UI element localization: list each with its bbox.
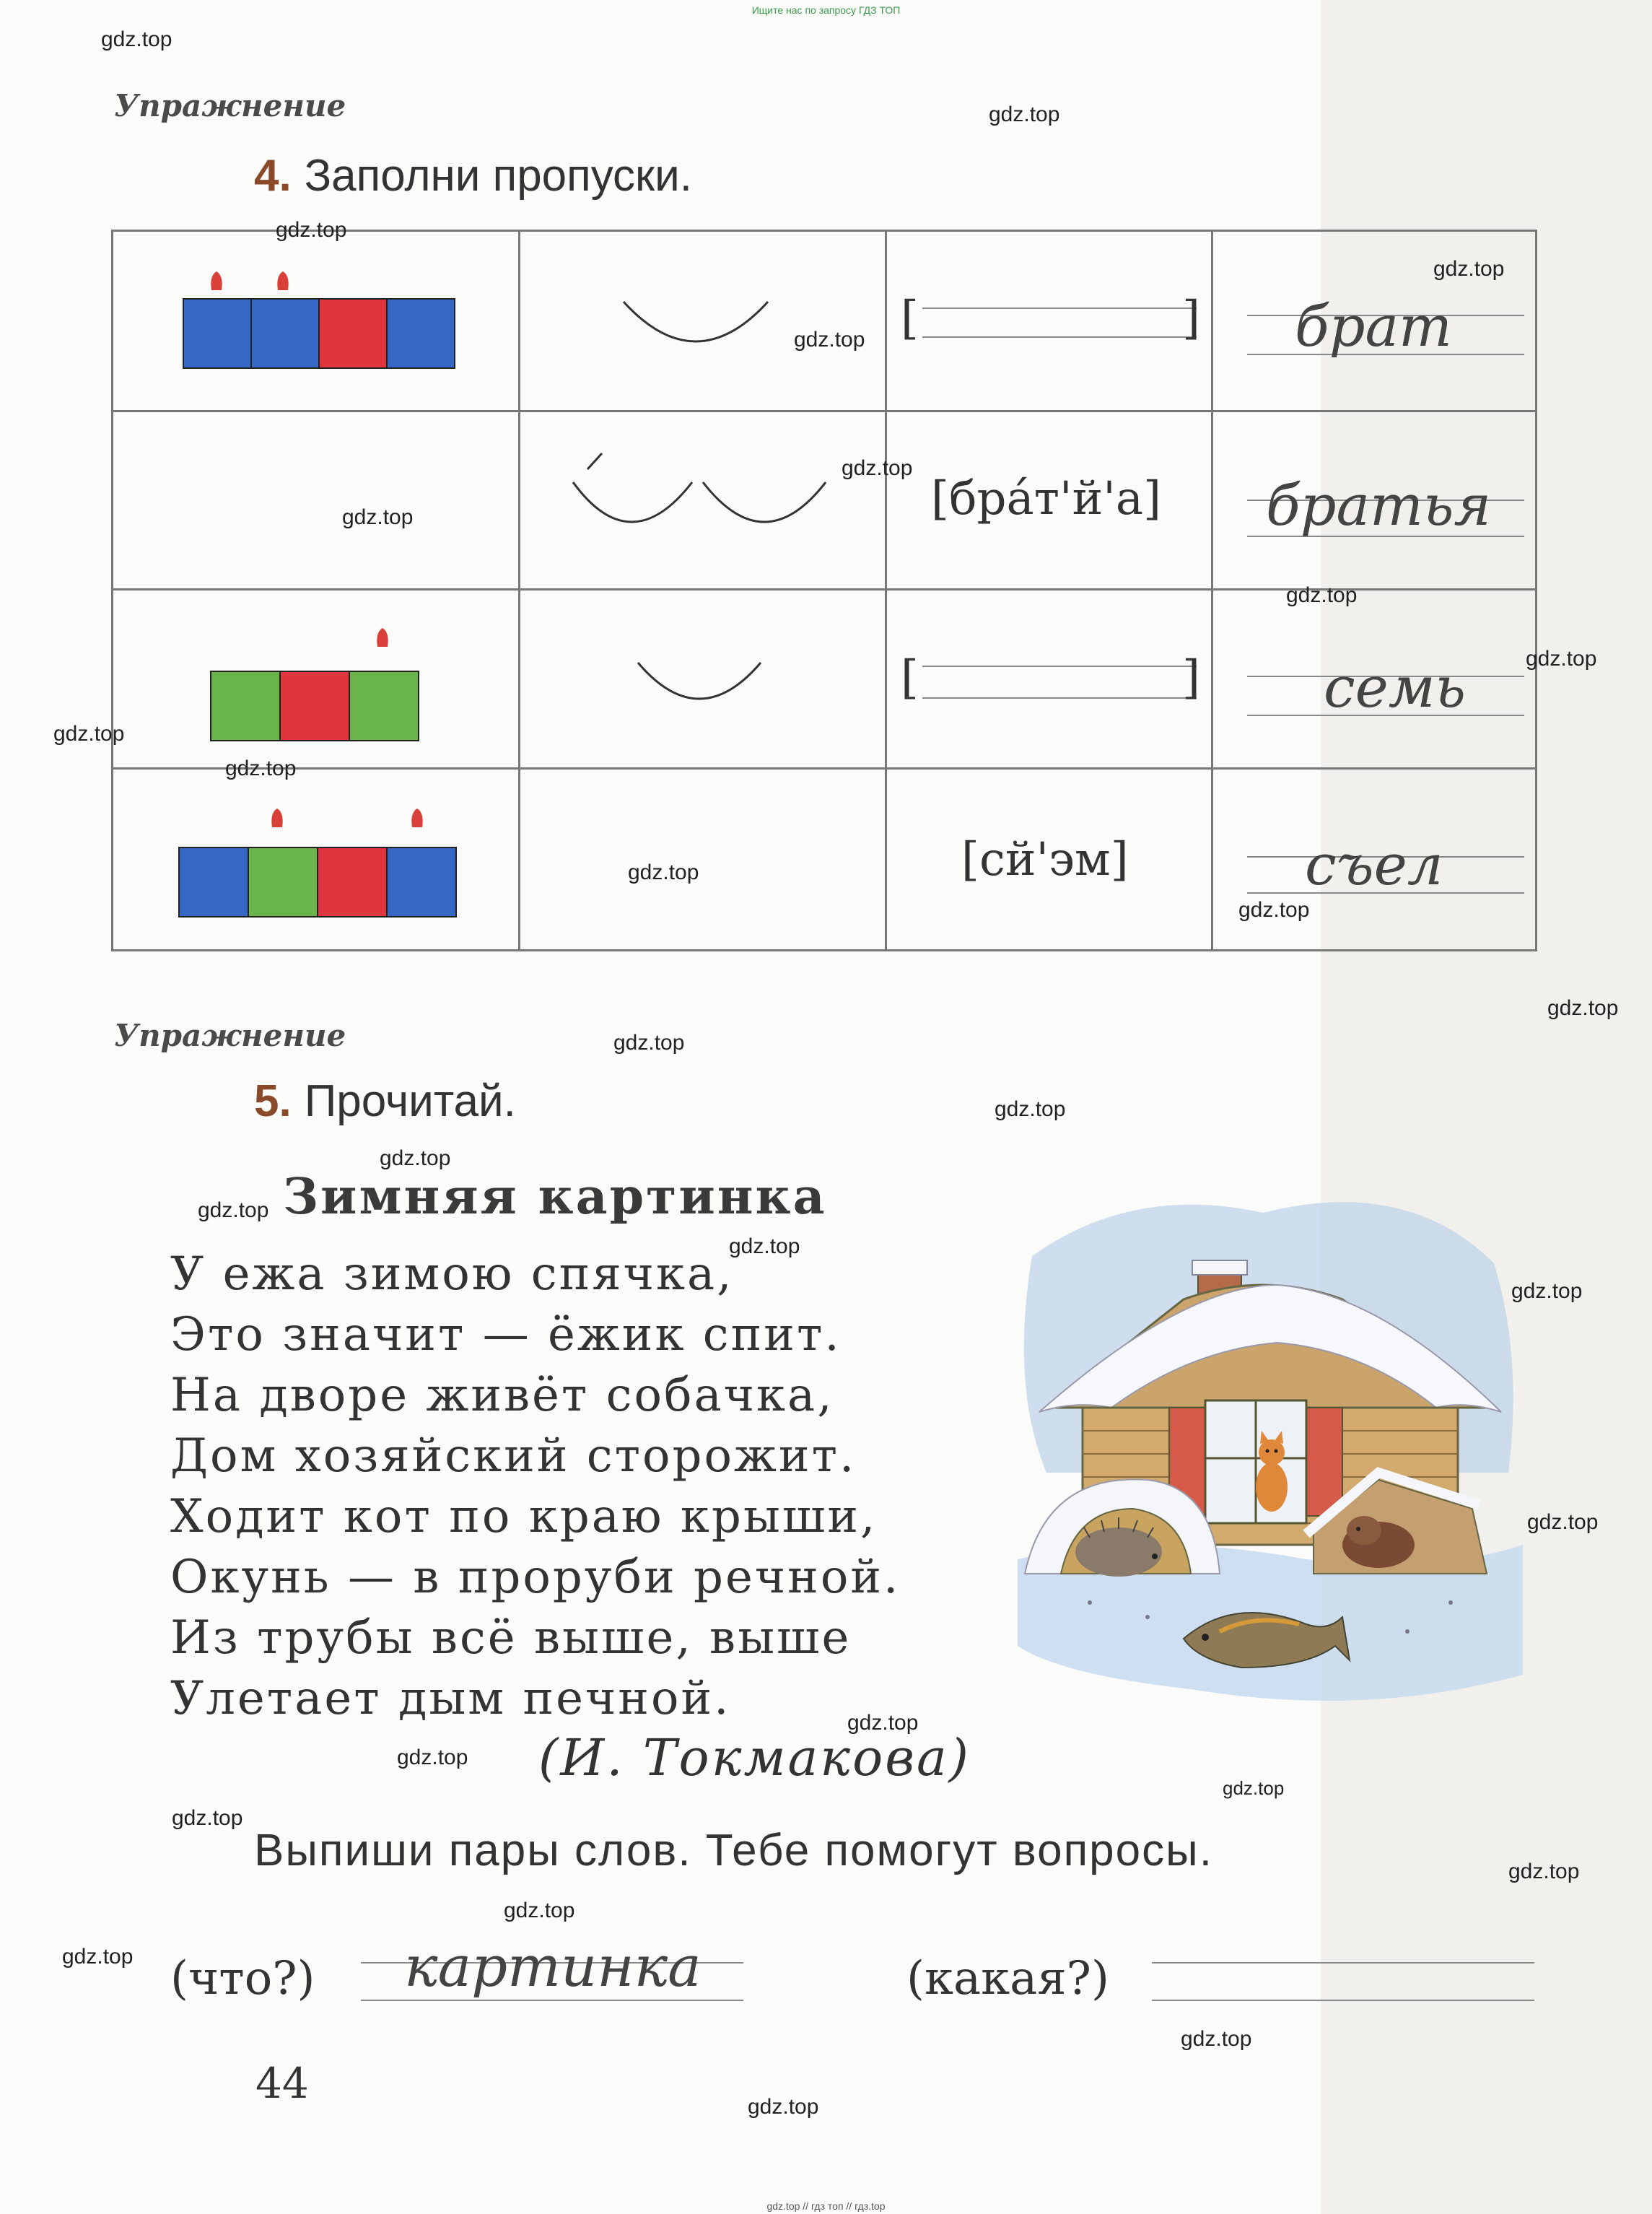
transcription-row2: [бра́т'й'а] (931, 472, 1161, 526)
answer-which-line[interactable] (1152, 1962, 1534, 1964)
exercise5-title-text: Прочитай. (304, 1076, 516, 1126)
watermark: gdz.top (101, 27, 172, 51)
watermark: gdz.top (989, 103, 1060, 126)
sound-scheme-row1 (180, 250, 462, 380)
syllable-arc-row1 (616, 287, 775, 359)
watermark: gdz.top (1238, 898, 1310, 922)
syllable-arcs-row2 (559, 446, 862, 547)
watermark: gdz.top (342, 505, 414, 529)
transcription-row4: [сй'эм] (961, 833, 1129, 886)
watermark: gdz.top (62, 1945, 134, 1969)
question-what: (что?) (170, 1952, 315, 2005)
poem-author: (И. Токмакова) (538, 1728, 971, 1787)
watermark: gdz.top (198, 1198, 269, 1222)
watermark: gdz.top (1526, 647, 1597, 671)
exercise4-title (254, 150, 692, 201)
poem-line: Это значит — ёжик спит. (170, 1308, 842, 1361)
blank-transcription-row1: [ (901, 292, 919, 345)
watermark: gdz.top (1527, 1510, 1599, 1534)
syllable-arc-row3 (631, 648, 768, 720)
blank-transcription-row3: [ (901, 651, 919, 705)
script-word-row2: братья (1266, 474, 1492, 539)
winter-picture-illustration (1003, 1169, 1537, 1740)
exercise4-number: 4. (254, 151, 292, 201)
watermark: gdz.top (172, 1806, 243, 1830)
watermark: gdz.top (380, 1146, 451, 1170)
exercise5-number: 5. (254, 1076, 292, 1126)
script-word-row3: семь (1324, 655, 1466, 720)
watermark: gdz.top (1511, 1279, 1583, 1303)
watermark: gdz.top (225, 757, 297, 780)
watermark: gdz.top (276, 218, 347, 242)
watermark: gdz.top (1223, 1777, 1285, 1799)
watermark: gdz.top (1547, 996, 1619, 1020)
watermark: gdz.top (397, 1746, 468, 1769)
poem-title: Зимняя картинка (283, 1168, 827, 1226)
poem-line: Дом хозяйский сторожит. (170, 1429, 857, 1483)
exercise5-title (254, 1076, 516, 1127)
exercise4-title-text: Заполни пропуски. (304, 151, 693, 201)
watermark: gdz.top (1286, 583, 1358, 607)
watermark: gdz.top (748, 2095, 819, 2119)
watermark: gdz.top (1508, 1860, 1580, 1883)
watermark: gdz.top (1433, 257, 1505, 281)
exercise4-table: [ ] брат [бра́т'й'а] братья [ ] семь [сй'эм] съел (111, 230, 1537, 951)
watermark: gdz.top (53, 722, 125, 746)
poem-line: Из трубы всё выше, выше (170, 1611, 852, 1665)
watermark: gdz.top (842, 456, 913, 480)
poem-line: Улетает дым печной. (170, 1672, 731, 1725)
exercise4-label: Упражнение (114, 88, 346, 123)
poem-line: На дворе живёт собачка, (170, 1369, 834, 1422)
footer-tag: gdz.top // гдз топ // гдз.top (766, 2200, 886, 2212)
poem-line: Окунь — в проруби речной. (170, 1551, 901, 1604)
page-number: 44 (255, 2059, 309, 2108)
exercise5-label: Упражнение (114, 1018, 346, 1053)
poem-line: Ходит кот по краю крыши, (170, 1490, 878, 1543)
answer-what: картинка (404, 1935, 702, 2000)
sound-scheme-row3 (208, 605, 424, 749)
watermark: gdz.top (504, 1899, 575, 1922)
question-which: (какая?) (906, 1952, 1109, 2005)
watermark: gdz.top (794, 328, 865, 352)
sound-scheme-row4 (178, 785, 466, 930)
watermark: gdz.top (628, 860, 699, 884)
watermark: gdz.top (613, 1031, 685, 1055)
poem-line: У ежа зимою спячка, (170, 1247, 734, 1301)
script-word-row1: брат (1295, 295, 1453, 359)
script-word-row4: съел (1305, 833, 1443, 898)
task-instruction: Выпиши пары слов. Тебе помогут вопросы. (254, 1826, 1213, 1875)
header-tag: Ищите нас по запросу ГДЗ ТОП (751, 4, 901, 16)
watermark: gdz.top (995, 1097, 1066, 1121)
watermark: gdz.top (847, 1711, 919, 1735)
watermark: gdz.top (729, 1234, 800, 1258)
watermark: gdz.top (1181, 2027, 1252, 2051)
